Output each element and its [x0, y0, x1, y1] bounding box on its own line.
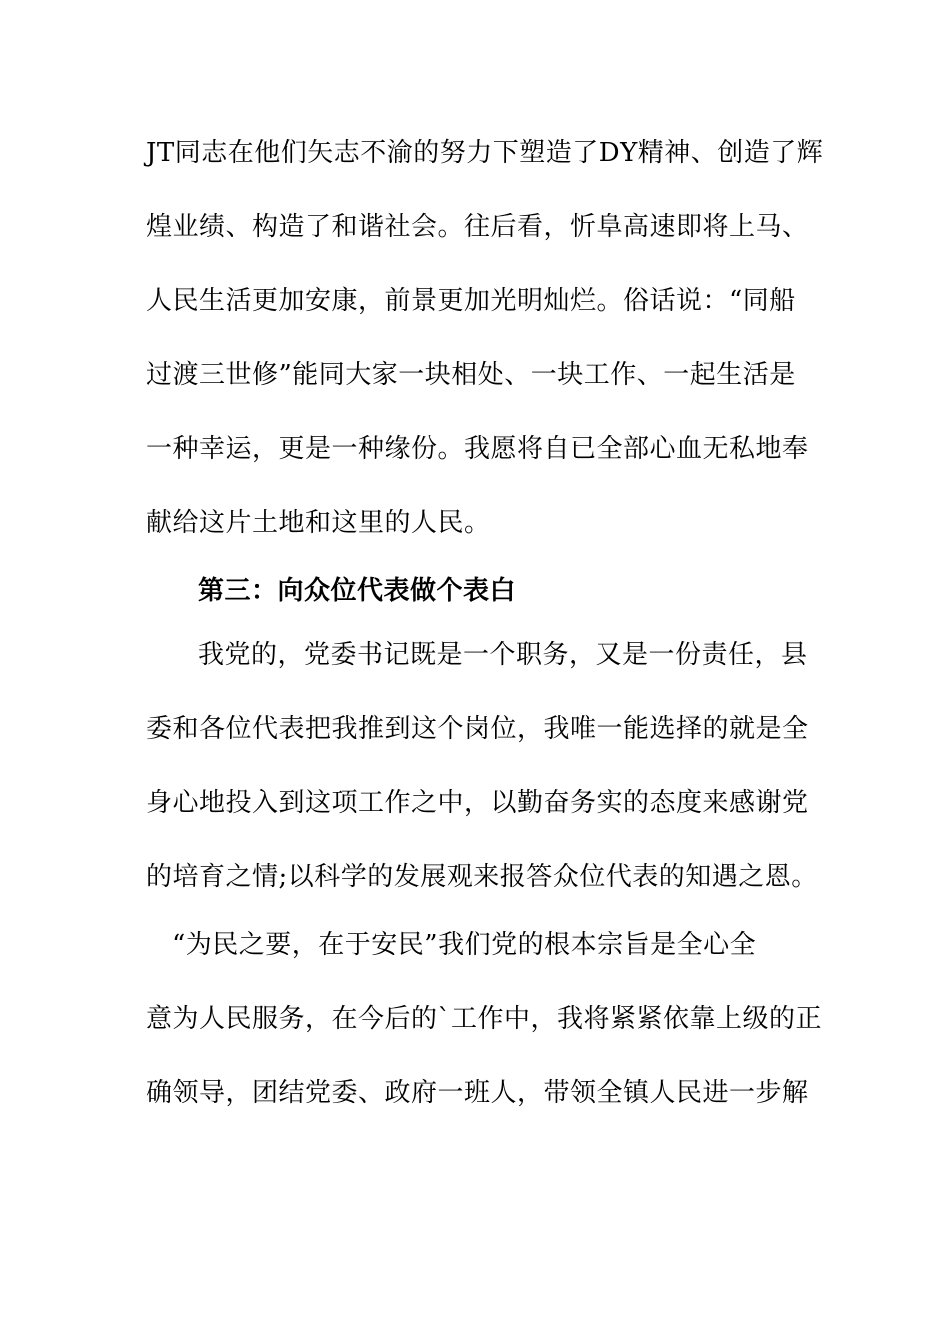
- paragraph-2-line-3: 身心地投入到这项工作之中，以勤奋务实的态度来感谢党: [146, 788, 809, 818]
- paragraph-1-line-4: 过渡三世修”能同大家一块相处、一块工作、一起生活是: [146, 360, 796, 390]
- paragraph-1-line-1: JT同志在他们矢志不渝的努力下塑造了DY精神、创造了辉: [146, 138, 824, 168]
- paragraph-3-line-3: 确领导，团结党委、政府一班人，带领全镇人民进一步解: [146, 1078, 809, 1108]
- paragraph-3-line-1: “为民之要，在于安民”我们党的根本宗旨是全心全: [172, 930, 757, 960]
- paragraph-1-line-2: 煌业绩、构造了和谐社会。往后看，忻阜高速即将上马、: [146, 212, 809, 242]
- paragraph-1-line-3: 人民生活更加安康，前景更加光明灿烂。俗话说：“同船: [146, 286, 796, 316]
- paragraph-1-line-6: 献给这片土地和这里的人民。: [146, 508, 491, 538]
- paragraph-2-line-4: 的培育之情;以科学的发展观来报答众位代表的知遇之恩。: [146, 862, 818, 892]
- paragraph-2-line-1: 我党的，党委书记既是一个职务，又是一份责任，县: [198, 640, 808, 670]
- paragraph-2-line-2: 委和各位代表把我推到这个岗位，我唯一能选择的就是全: [146, 714, 809, 744]
- section-heading: 第三：向众位代表做个表白: [198, 576, 517, 606]
- paragraph-3-line-2: 意为人民服务，在今后的`工作中，我将紧紧依靠上级的正: [146, 1004, 823, 1034]
- paragraph-1-line-5: 一种幸运，更是一种缘份。我愿将自已全部心血无私地奉: [146, 434, 809, 464]
